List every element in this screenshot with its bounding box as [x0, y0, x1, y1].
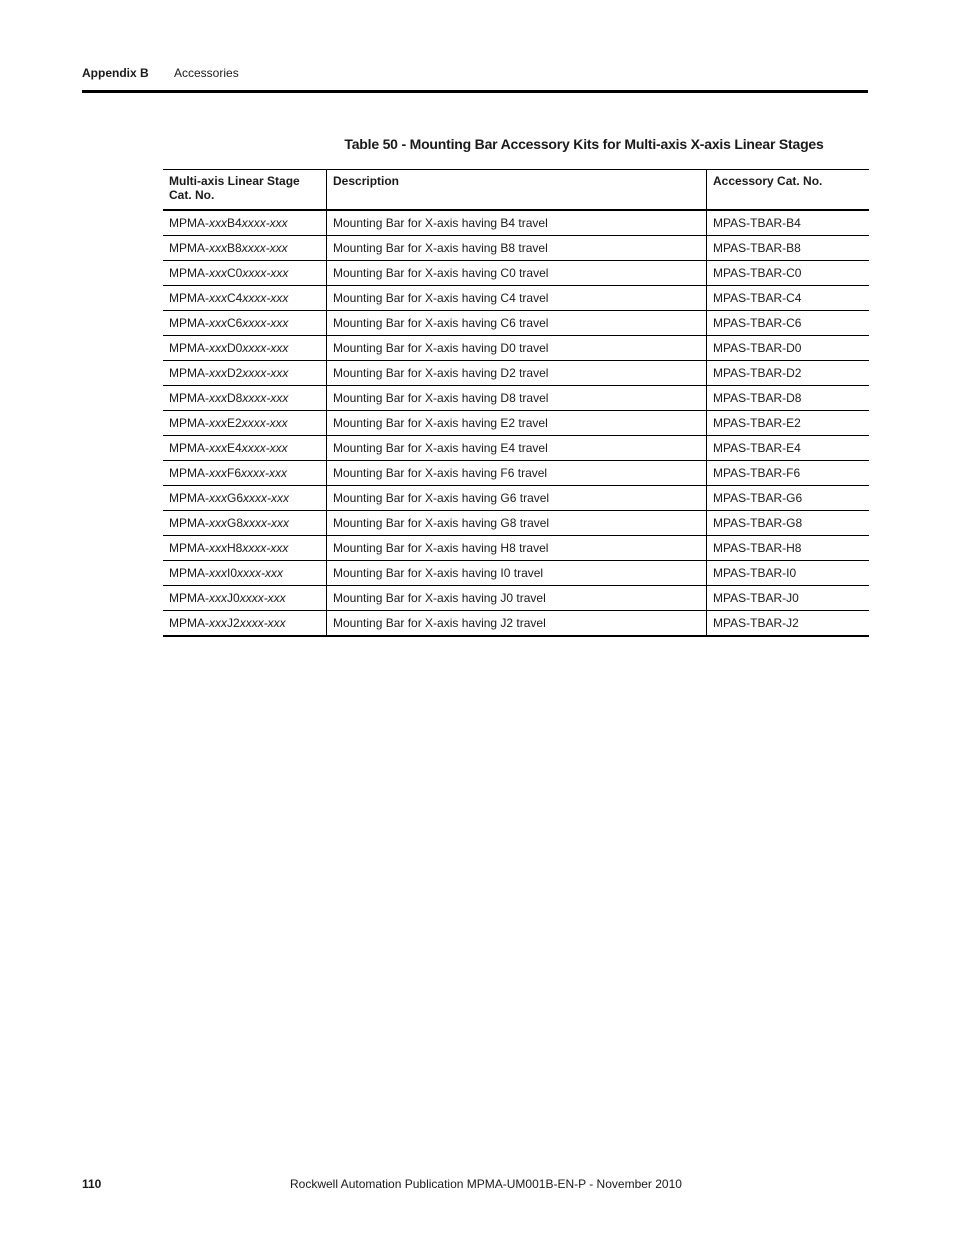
- appendix-label: Appendix B: [82, 66, 149, 80]
- accessory-cat-no-cell: MPAS-TBAR-I0: [707, 561, 870, 586]
- cat-no-part-cat-var2: xxxx-xxx: [241, 241, 288, 255]
- accessory-cat-no-cell: MPAS-TBAR-D2: [707, 361, 870, 386]
- stage-cat-no-cell: [163, 586, 327, 611]
- cat-no-part-cat-var2: xxxx-xxx: [242, 541, 289, 555]
- cat-no-part-cat-prefix: MPMA-: [169, 241, 209, 255]
- page-number: 110: [82, 1177, 102, 1191]
- cat-no-part-cat-var1: xxx: [209, 441, 227, 455]
- stage-cat-no-cell: [163, 311, 327, 336]
- description-cell: Mounting Bar for X-axis having D8 travel: [327, 386, 707, 411]
- accessory-cat-no-cell: MPAS-TBAR-E4: [707, 436, 870, 461]
- cat-no-part-cat-var1: xxx: [209, 616, 227, 630]
- description-cell: Mounting Bar for X-axis having B8 travel: [327, 236, 707, 261]
- table-body: [163, 210, 869, 636]
- description-cell: Mounting Bar for X-axis having C6 travel: [327, 311, 707, 336]
- cat-no-part-cat-var2: xxxx-xxx: [242, 391, 289, 405]
- table-row: [163, 511, 869, 536]
- description-cell: Mounting Bar for X-axis having C0 travel: [327, 261, 707, 286]
- cat-no-part-cat-var2: xxxx-xxx: [242, 341, 289, 355]
- cat-no-part-cat-prefix: MPMA-: [169, 341, 209, 355]
- cat-no-part-cat-var1: xxx: [209, 416, 227, 430]
- cat-no-part-cat-var2: xxxx-xxx: [241, 466, 288, 480]
- description-cell: Mounting Bar for X-axis having J2 travel: [327, 611, 707, 637]
- cat-no-part-cat-code: B4: [227, 216, 242, 230]
- stage-cat-no-cell: [163, 486, 327, 511]
- description-cell: Mounting Bar for X-axis having G8 travel: [327, 511, 707, 536]
- mounting-bar-kits-table: [163, 169, 869, 637]
- cat-no-part-cat-prefix: MPMA-: [169, 316, 209, 330]
- stage-cat-no-cell: [163, 261, 327, 286]
- table-row: [163, 311, 869, 336]
- cat-no-part-cat-var2: xxxx-xxx: [242, 366, 289, 380]
- table-row: [163, 336, 869, 361]
- cat-no-part-cat-prefix: MPMA-: [169, 566, 209, 580]
- description-cell: Mounting Bar for X-axis having J0 travel: [327, 586, 707, 611]
- stage-cat-no-cell: [163, 561, 327, 586]
- cat-no-part-cat-prefix: MPMA-: [169, 416, 209, 430]
- table-row: [163, 536, 869, 561]
- cat-no-part-cat-var1: xxx: [209, 541, 227, 555]
- table-row: [163, 436, 869, 461]
- cat-no-part-cat-code: D0: [227, 341, 243, 355]
- cat-no-part-cat-var2: xxxx-xxx: [237, 566, 284, 580]
- cat-no-part-cat-var2: xxxx-xxx: [242, 316, 289, 330]
- page-header: [82, 66, 868, 93]
- stage-cat-no-cell: [163, 210, 327, 236]
- cat-no-part-cat-var2: xxxx-xxx: [242, 266, 289, 280]
- description-cell: Mounting Bar for X-axis having H8 travel: [327, 536, 707, 561]
- cat-no-part-cat-code: J0: [227, 591, 240, 605]
- table-row: [163, 411, 869, 436]
- cat-no-part-cat-var1: xxx: [209, 341, 227, 355]
- cat-no-part-cat-var1: xxx: [209, 491, 227, 505]
- section-label: Accessories: [174, 66, 239, 80]
- cat-no-part-cat-prefix: MPMA-: [169, 216, 209, 230]
- description-cell: Mounting Bar for X-axis having E2 travel: [327, 411, 707, 436]
- cat-no-part-cat-var2: xxxx-xxx: [242, 291, 289, 305]
- stage-cat-no-cell: [163, 286, 327, 311]
- cat-no-part-cat-code: D2: [227, 366, 243, 380]
- stage-cat-no-cell: [163, 436, 327, 461]
- description-cell: Mounting Bar for X-axis having D2 travel: [327, 361, 707, 386]
- table-row: [163, 561, 869, 586]
- cat-no-part-cat-var1: xxx: [209, 316, 227, 330]
- table-row: [163, 210, 869, 236]
- description-cell: Mounting Bar for X-axis having E4 travel: [327, 436, 707, 461]
- cat-no-part-cat-var1: xxx: [209, 591, 227, 605]
- cat-no-part-cat-code: J2: [227, 616, 240, 630]
- cat-no-part-cat-code: F6: [227, 466, 242, 480]
- cat-no-part-cat-prefix: MPMA-: [169, 491, 209, 505]
- cat-no-part-cat-prefix: MPMA-: [169, 516, 209, 530]
- stage-cat-no-cell: [163, 386, 327, 411]
- accessory-cat-no-cell: MPAS-TBAR-C6: [707, 311, 870, 336]
- cat-no-part-cat-var2: xxxx-xxx: [239, 616, 286, 630]
- cat-no-part-cat-code: D8: [227, 391, 243, 405]
- accessory-cat-no-cell: MPAS-TBAR-E2: [707, 411, 870, 436]
- publication-info: Rockwell Automation Publication MPMA-UM001B-EN-P - November 2010: [290, 1177, 682, 1191]
- cat-no-part-cat-var2: xxxx-xxx: [241, 416, 288, 430]
- column-header-description: Description: [327, 170, 707, 211]
- description-cell: Mounting Bar for X-axis having F6 travel: [327, 461, 707, 486]
- accessory-cat-no-cell: MPAS-TBAR-C4: [707, 286, 870, 311]
- stage-cat-no-cell: [163, 336, 327, 361]
- cat-no-part-cat-var1: xxx: [209, 291, 227, 305]
- description-cell: Mounting Bar for X-axis having G6 travel: [327, 486, 707, 511]
- accessory-cat-no-cell: MPAS-TBAR-G8: [707, 511, 870, 536]
- cat-no-part-cat-var2: xxxx-xxx: [239, 591, 286, 605]
- table-row: [163, 486, 869, 511]
- cat-no-part-cat-code: I0: [227, 566, 238, 580]
- cat-no-part-cat-prefix: MPMA-: [169, 541, 209, 555]
- accessory-cat-no-cell: MPAS-TBAR-D0: [707, 336, 870, 361]
- table-row: [163, 286, 869, 311]
- cat-no-part-cat-prefix: MPMA-: [169, 441, 209, 455]
- cat-no-part-cat-prefix: MPMA-: [169, 466, 209, 480]
- cat-no-part-cat-code: G6: [227, 491, 244, 505]
- cat-no-part-cat-var2: xxxx-xxx: [241, 441, 288, 455]
- stage-cat-no-cell: [163, 236, 327, 261]
- description-cell: Mounting Bar for X-axis having D0 travel: [327, 336, 707, 361]
- cat-no-part-cat-var1: xxx: [209, 366, 227, 380]
- stage-cat-no-cell: [163, 361, 327, 386]
- stage-cat-no-cell: [163, 611, 327, 637]
- accessory-cat-no-cell: MPAS-TBAR-F6: [707, 461, 870, 486]
- accessory-cat-no-cell: MPAS-TBAR-D8: [707, 386, 870, 411]
- accessory-cat-no-cell: MPAS-TBAR-J0: [707, 586, 870, 611]
- description-cell: Mounting Bar for X-axis having C4 travel: [327, 286, 707, 311]
- cat-no-part-cat-prefix: MPMA-: [169, 266, 209, 280]
- cat-no-part-cat-var1: xxx: [209, 391, 227, 405]
- cat-no-part-cat-var2: xxxx-xxx: [241, 216, 288, 230]
- cat-no-part-cat-code: C0: [227, 266, 243, 280]
- accessory-cat-no-cell: MPAS-TBAR-G6: [707, 486, 870, 511]
- table-title: Table 50 - Mounting Bar Accessory Kits for Multi-axis X-axis Linear Stages: [344, 136, 824, 152]
- accessory-cat-no-cell: MPAS-TBAR-H8: [707, 536, 870, 561]
- cat-no-part-cat-var2: xxxx-xxx: [243, 491, 290, 505]
- cat-no-part-cat-var2: xxxx-xxx: [243, 516, 290, 530]
- description-cell: Mounting Bar for X-axis having B4 travel: [327, 210, 707, 236]
- table-row: [163, 261, 869, 286]
- cat-no-part-cat-prefix: MPMA-: [169, 616, 209, 630]
- description-cell: Mounting Bar for X-axis having I0 travel: [327, 561, 707, 586]
- table-row: [163, 586, 869, 611]
- accessory-cat-no-cell: MPAS-TBAR-C0: [707, 261, 870, 286]
- cat-no-part-cat-var1: xxx: [209, 566, 227, 580]
- accessory-cat-no-cell: MPAS-TBAR-B8: [707, 236, 870, 261]
- table-row: [163, 611, 869, 637]
- column-header-stage-cat-no: Multi-axis Linear Stage Cat. No.: [163, 170, 327, 211]
- cat-no-part-cat-var1: xxx: [209, 241, 227, 255]
- cat-no-part-cat-prefix: MPMA-: [169, 391, 209, 405]
- cat-no-part-cat-code: E2: [227, 416, 242, 430]
- accessory-cat-no-cell: MPAS-TBAR-J2: [707, 611, 870, 637]
- cat-no-part-cat-prefix: MPMA-: [169, 366, 209, 380]
- stage-cat-no-cell: [163, 511, 327, 536]
- cat-no-part-cat-var1: xxx: [209, 266, 227, 280]
- cat-no-part-cat-var1: xxx: [209, 516, 227, 530]
- table-row: [163, 461, 869, 486]
- cat-no-part-cat-code: C6: [227, 316, 243, 330]
- table-row: [163, 361, 869, 386]
- cat-no-part-cat-code: B8: [227, 241, 242, 255]
- stage-cat-no-cell: [163, 461, 327, 486]
- column-header-accessory-cat-no: Accessory Cat. No.: [707, 170, 870, 211]
- cat-no-part-cat-code: G8: [227, 516, 244, 530]
- cat-no-part-cat-code: C4: [227, 291, 243, 305]
- table-row: [163, 236, 869, 261]
- stage-cat-no-cell: [163, 536, 327, 561]
- table-row: [163, 386, 869, 411]
- table-header-row: [163, 170, 869, 211]
- stage-cat-no-cell: [163, 411, 327, 436]
- cat-no-part-cat-code: H8: [227, 541, 243, 555]
- cat-no-part-cat-var1: xxx: [209, 466, 227, 480]
- cat-no-part-cat-code: E4: [227, 441, 242, 455]
- cat-no-part-cat-var1: xxx: [209, 216, 227, 230]
- cat-no-part-cat-prefix: MPMA-: [169, 591, 209, 605]
- cat-no-part-cat-prefix: MPMA-: [169, 291, 209, 305]
- accessory-cat-no-cell: MPAS-TBAR-B4: [707, 210, 870, 236]
